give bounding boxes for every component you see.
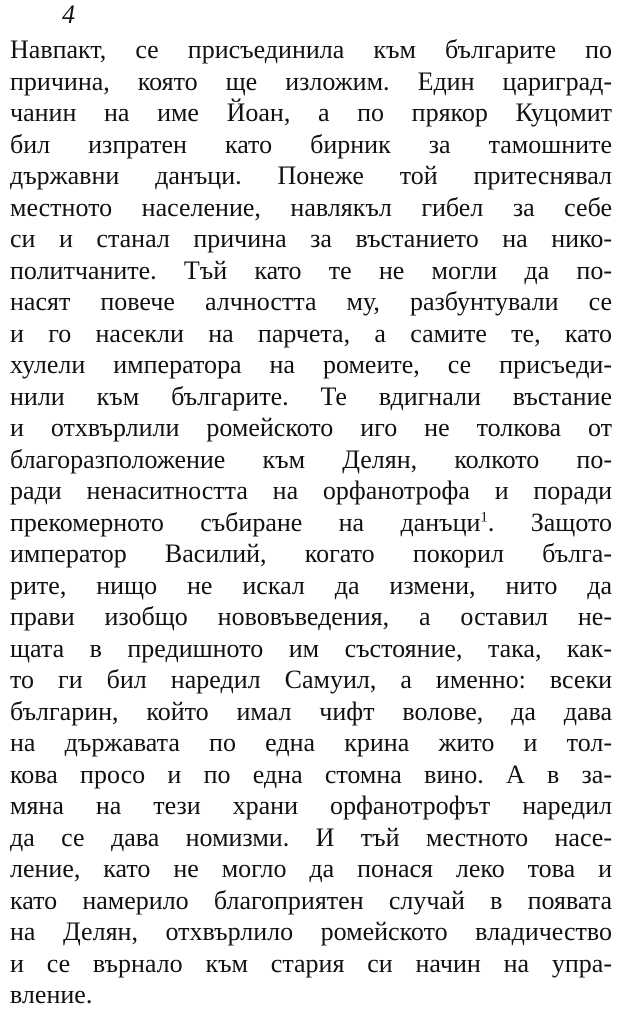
text-line: прави изобщо нововъведения, а оставил не- <box>10 602 612 631</box>
text-line: причина, която ще изложим. Един цариград- <box>10 66 612 96</box>
text-segment: прекомерното събиране на данъци <box>10 507 481 537</box>
text-line: вление. <box>10 980 93 1009</box>
text-line: българин, който имал чифт волове, да дава <box>10 696 612 726</box>
text-line: нили към българите. Те вдигнали въстание <box>10 381 612 411</box>
text-line: държавни данъци. Понеже той притеснявал <box>10 161 612 190</box>
text-line: и го насекли на парчета, а самите те, като <box>10 318 612 348</box>
text-line: щата в предишното им състояние, така, как- <box>10 633 612 663</box>
text-line-with-footnote <box>10 507 612 539</box>
text-line: ление, като не могло да понася леко това и <box>10 854 612 883</box>
text-line: хулели императора на ромеите, се присъеди- <box>10 350 612 379</box>
text-line: Навпакт, се присъединила към българите по <box>10 35 612 64</box>
text-line: си и станал причина за въстанието на нико- <box>10 224 612 253</box>
text-segment: . Защото <box>487 507 613 537</box>
text-line: мяна на тези храни орфанотрофът наредил <box>10 791 612 820</box>
text-line: и се върнало към стария си начин на упра- <box>10 948 612 978</box>
text-line: местното население, навлякъл гибел за себе <box>10 192 612 222</box>
text-line: то ги бил наредил Самуил, а именно: всеки <box>10 665 612 694</box>
body-text <box>10 34 612 1011</box>
text-line: и отхвърлили ромейското иго не толкова от <box>10 413 612 442</box>
text-line: като намерило благоприятен случай в появата <box>10 885 612 915</box>
text-line: на държавата по една крина жито и тол- <box>10 728 612 757</box>
text-line: на Делян, отхвърлило ромейското владичество <box>10 917 612 946</box>
text-line: чанин на име Йоан, а по прякор Куцомит <box>10 98 612 127</box>
text-line: рите, нищо не искал да измени, нито да <box>10 570 612 600</box>
text-line: кова просо и по една стомна вино. А в за- <box>10 759 612 789</box>
text-line: благоразположение към Делян, колкото по- <box>10 444 612 474</box>
text-line: да се дава номизми. И тъй местното насе- <box>10 822 612 852</box>
text-line: политчаните. Тъй като те не могли да по- <box>10 255 612 285</box>
text-line: ради ненаситността на орфанотрофа и поради <box>10 476 612 505</box>
text-line: насят повече алчността му, разбунтували се <box>10 287 612 316</box>
text-line: бил изпратен като бирник за тамошните <box>10 129 612 159</box>
footnote-marker[interactable]: 1 <box>480 508 488 525</box>
page-number: 4 <box>62 0 75 29</box>
text-line: император Василий, когато покорил бълга- <box>10 539 612 568</box>
